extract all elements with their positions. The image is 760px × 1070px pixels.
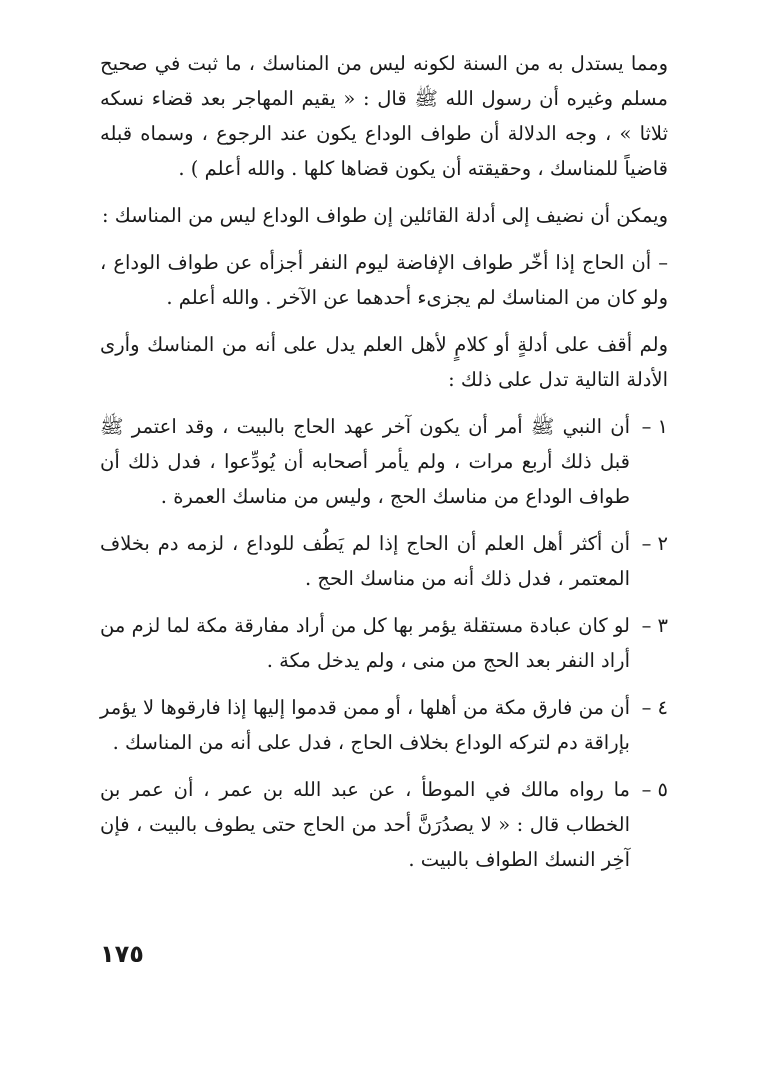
list-item-number: ١ – (641, 415, 668, 438)
body-text (100, 46, 668, 889)
list-item-text: أن من فارق مكة من أهلها ، أو ممن قدموا إليها إذا فارقوها لا يؤمر بإراقة دم لتركه الوداع بخلاف الحاج ، فدل على أنه من المناسك . (100, 696, 630, 754)
list-item-text: أن أكثر أهل العلم أن الحاج إذا لم يَطُف للوداع ، لزمه دم بخلاف المعتمر ، فدل ذلك أنه من مناسك الحج . (100, 532, 630, 590)
list-item-text: أن النبي ﷺ أمر أن يكون آخر عهد الحاج بالبيت ، وقد اعتمر ﷺ قبل ذلك أربع مرات ، ولم يأمر أصحابه أن يُودِّعوا ، فدل ذلك أن طواف الوداع من مناسك الحج ، وليس من مناسك العمرة . (100, 415, 630, 508)
list-item-text: لو كان عبادة مستقلة يؤمر بها كل من أراد مفارقة مكة لما لزم من أراد النفر بعد الحج من منى ، ولم يدخل مكة . (100, 614, 630, 672)
paragraph-additional-evidence-intro: ويمكن أن نضيف إلى أدلة القائلين إن طواف الوداع ليس من المناسك : (101, 204, 668, 227)
paragraph-ifadah-delay: – أن الحاج إذا أخّر طواف الإفاضة ليوم النفر أجزأه عن طواف الوداع ، ولو كان من المناسك لم يجزىء أحدهما عن الآخر . والله أعلم . (100, 251, 668, 309)
list-item (100, 772, 668, 877)
page-number: ١٧٥ (100, 940, 144, 968)
paragraph-sunnah-evidence: ومما يستدل به من السنة لكونه ليس من المناسك ، ما ثبت في صحيح مسلم وغيره أن رسول الله ﷺ قال : « يقيم المهاجر بعد قضاء نسكه ثلاثا » ، وجه الدلالة أن طواف الوداع يكون عند الرجوع ، وسماه قبله قاضياً للمناسك ، وحقيقته أن يكون قضاها كلها . والله أعلم ) . (100, 52, 668, 180)
list-item (100, 608, 668, 678)
list-item-number: ٣ – (641, 614, 668, 637)
list-item-number: ٥ – (641, 778, 668, 801)
list-item (100, 690, 668, 760)
list-item-number: ٢ – (641, 532, 668, 555)
paragraph-author-view: ولم أقف على أدلةٍ أو كلامٍ لأهل العلم يدل على أنه من المناسك وأرى الأدلة التالية تدل على ذلك : (100, 333, 668, 391)
list-item (100, 526, 668, 596)
list-item-text: ما رواه مالك في الموطأ ، عن عبد الله بن عمر ، أن عمر بن الخطاب قال : « لا يصدُرَنَّ أحد من الحاج حتى يطوف بالبيت ، فإن آخِر النسك الطواف بالبيت . (100, 778, 630, 871)
list-item (100, 409, 668, 514)
list-item-number: ٤ – (641, 696, 668, 719)
